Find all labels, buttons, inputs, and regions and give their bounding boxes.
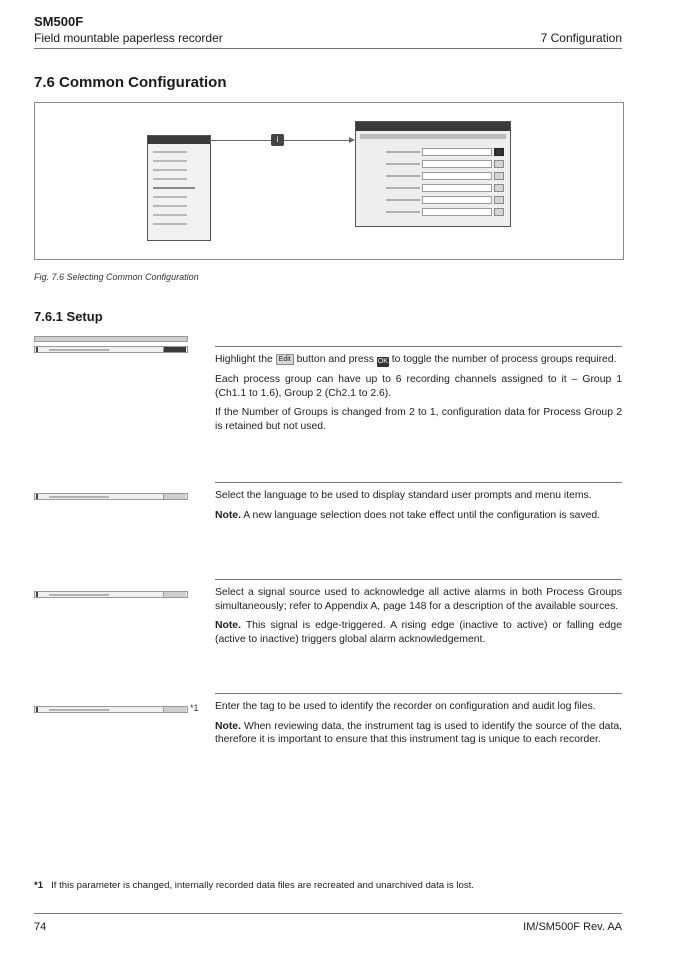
common-config-dialog-screenshot <box>355 121 511 227</box>
footer-divider <box>34 913 622 914</box>
number-of-groups-widget <box>34 336 188 353</box>
connector-line <box>284 140 350 141</box>
header-subtitle: Field mountable paperless recorder <box>34 31 223 45</box>
paragraph: Select a signal source used to acknowledge all active alarms in both Process Groups simultaneously; refer to Appendix A, page 148 for a description of the available sources. <box>215 587 622 612</box>
subsection-title: 7.6.1 Setup <box>34 309 103 324</box>
header-chapter: 7 Configuration <box>540 31 622 45</box>
configuration-menu-screenshot <box>147 135 211 241</box>
paragraph: Select the language to be used to display standard user prompts and menu items. <box>215 490 592 501</box>
edit-button-icon: Edit <box>276 354 294 365</box>
number-of-groups-description <box>215 346 622 439</box>
footnote-marker: *1 <box>190 703 199 713</box>
footnote <box>34 880 474 891</box>
paragraph: Enter the tag to be used to identify the recorder on configuration and audit log files. <box>215 701 596 712</box>
instrument-tag-description <box>215 693 622 753</box>
instrument-tag-widget <box>34 703 199 713</box>
ok-key-icon: OK <box>377 358 388 365</box>
figure-common-configuration <box>34 102 624 260</box>
language-description <box>215 482 622 528</box>
paragraph: Note. This signal is edge-triggered. A rising edge (inactive to active) or falling edge (active to inactive) triggers global alarm acknowledgement. <box>215 620 622 645</box>
global-alarm-ack-widget <box>34 591 188 598</box>
global-alarm-ack-description <box>215 579 622 652</box>
header-model: SM500F <box>34 14 84 29</box>
paragraph: Note. When reviewing data, the instrument tag is used to identify the source of the data, therefore it is important to ensure that this instrument tag is unique to each recorder. <box>215 720 622 745</box>
select-key-icon: i <box>271 134 284 146</box>
paragraph: If the Number of Groups is changed from 2 to 1, configuration data for Process Group 2 is retained but not used. <box>215 407 622 432</box>
paragraph: Highlight the Edit button and press OK to toggle the number of process groups required. <box>215 354 617 365</box>
section-title: 7.6 Common Configuration <box>34 74 227 91</box>
connector-line <box>209 140 271 141</box>
page-number: 74 <box>34 921 47 933</box>
figure-caption: Fig. 7.6 Selecting Common Configuration <box>34 272 199 282</box>
language-widget <box>34 493 188 500</box>
document-reference: IM/SM500F Rev. AA <box>523 921 622 933</box>
header-divider <box>34 48 622 49</box>
paragraph: Note. A new language selection does not take effect until the configuration is saved. <box>215 509 601 521</box>
footnote-text: If this parameter is changed, internally recorded data files are recreated and unarchived data is lost. <box>51 880 474 891</box>
footnote-mark: *1 <box>34 880 44 891</box>
paragraph: Each process group can have up to 6 recording channels assigned to it – Group 1 (Ch1.1 to 1.6), Group 2 (Ch2.1 to 2.6). <box>215 374 622 399</box>
